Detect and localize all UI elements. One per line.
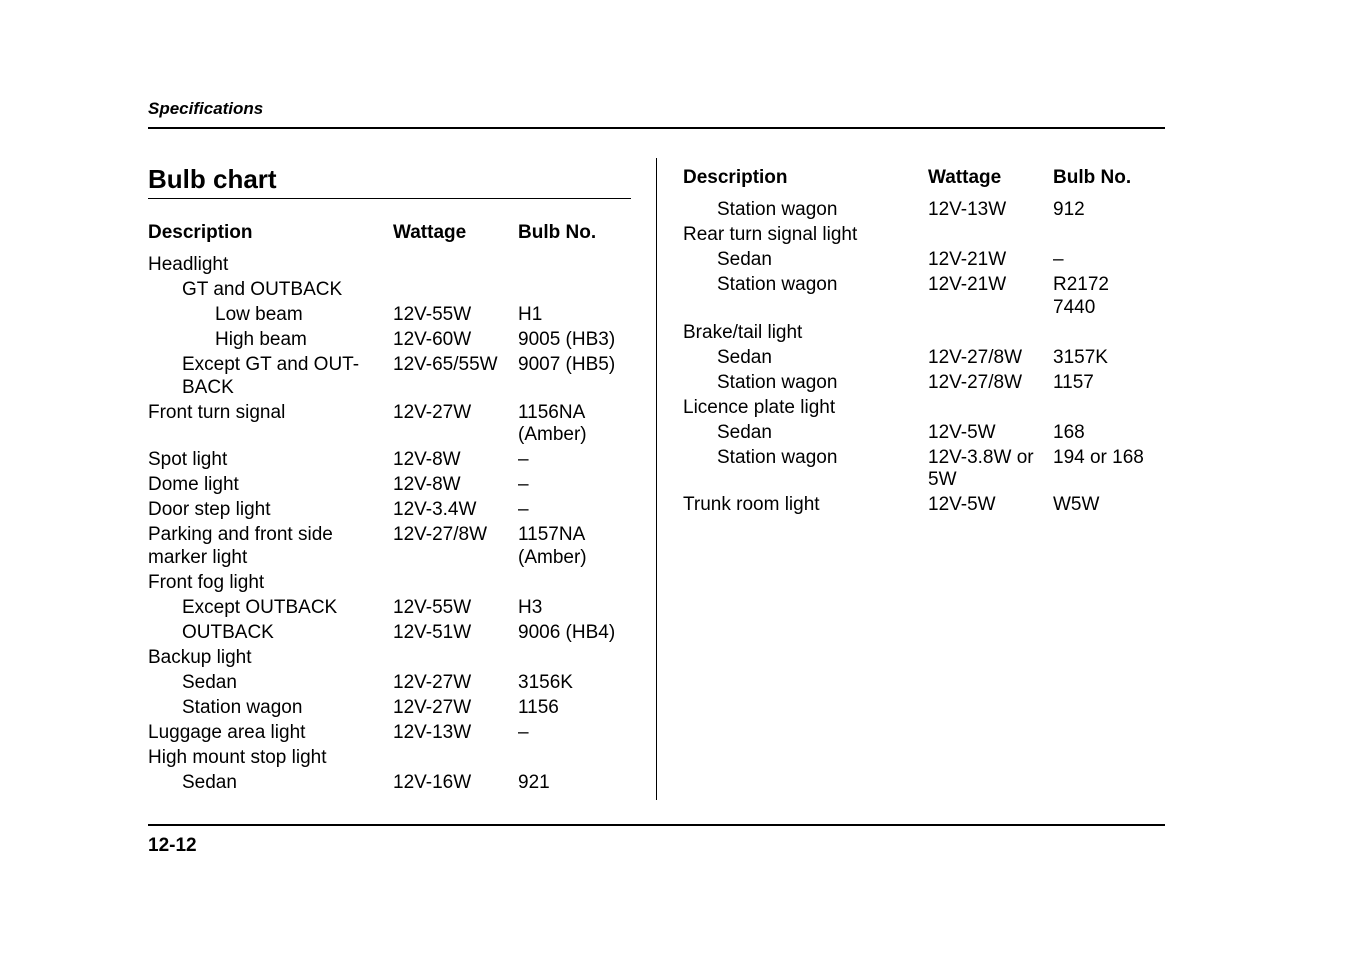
cell-description: Trunk room light	[683, 494, 820, 515]
cell-description: OUTBACK	[182, 621, 274, 643]
cell-wattage	[928, 224, 1053, 247]
column-header-description: Description	[148, 222, 253, 243]
cell-bulb-no: 168	[1053, 421, 1085, 443]
cell-wattage	[393, 572, 518, 595]
cell-bulb-no: 1156NA (Amber)	[518, 401, 587, 445]
column-header-wattage: Wattage	[393, 222, 467, 243]
cell-description: Station wagon	[717, 199, 838, 220]
cell-bulb-no: R2172 7440	[1053, 274, 1109, 318]
table-body	[148, 254, 631, 797]
cell-bulb-no	[1053, 397, 1165, 420]
cell-description: Licence plate light	[683, 396, 836, 418]
cell-bulb-no	[518, 647, 631, 670]
cell-bulb-no: –	[518, 499, 529, 520]
table-row	[148, 329, 631, 354]
cell-bulb-no	[1053, 224, 1165, 247]
table-row	[148, 597, 631, 622]
table-row	[148, 524, 631, 572]
cell-wattage: 12V-5W	[928, 421, 996, 443]
cell-bulb-no: –	[518, 449, 529, 470]
page-number: 12-12	[148, 835, 197, 856]
cell-wattage: 12V-3.8W or 5W	[928, 446, 1034, 490]
cell-wattage: 12V-27W	[393, 696, 472, 718]
cell-description: Backup light	[148, 646, 252, 668]
cell-wattage: 12V-60W	[393, 329, 472, 350]
cell-bulb-no: 1157NA (Amber)	[518, 524, 587, 568]
cell-description: Headlight	[148, 254, 229, 275]
table-row	[148, 354, 631, 402]
table-row	[148, 672, 631, 697]
cell-bulb-no	[518, 254, 631, 277]
table-row	[148, 254, 631, 279]
section-header-label: Specifications	[148, 99, 264, 118]
cell-bulb-no: 9006 (HB4)	[518, 621, 616, 643]
table-header	[148, 222, 631, 254]
cell-description: Sedan	[717, 249, 772, 270]
table-row	[683, 397, 1165, 422]
title-underline	[148, 198, 631, 199]
cell-bulb-no	[518, 279, 631, 302]
footer-rule	[148, 824, 1165, 826]
cell-bulb-no: H3	[518, 596, 543, 618]
cell-wattage	[393, 647, 518, 670]
cell-wattage	[393, 747, 518, 770]
cell-wattage: 12V-51W	[393, 621, 472, 643]
table-row	[683, 494, 1165, 519]
cell-wattage	[393, 279, 518, 302]
cell-description: Station wagon	[717, 371, 838, 393]
cell-wattage: 12V-5W	[928, 494, 996, 515]
cell-description: Spot light	[148, 449, 228, 470]
bulb-table-left	[148, 222, 631, 797]
cell-description: Door step light	[148, 499, 271, 520]
cell-bulb-no	[518, 747, 631, 770]
cell-wattage: 12V-13W	[393, 721, 472, 743]
table-row	[148, 722, 631, 747]
table-row	[683, 322, 1165, 347]
cell-wattage: 12V-55W	[393, 596, 472, 618]
page-title: Bulb chart	[148, 164, 277, 194]
cell-wattage: 12V-27/8W	[393, 524, 487, 545]
cell-bulb-no	[518, 572, 631, 595]
cell-description: Rear turn signal light	[683, 224, 858, 245]
cell-description: Except GT and OUT- BACK	[182, 354, 360, 398]
table-row	[683, 347, 1165, 372]
table-row	[683, 224, 1165, 249]
table-row	[683, 447, 1165, 495]
table-header	[683, 167, 1165, 199]
cell-bulb-no: 3157K	[1053, 346, 1108, 368]
cell-description: Except OUTBACK	[182, 596, 338, 618]
cell-wattage: 12V-21W	[928, 274, 1007, 295]
cell-wattage: 12V-27W	[393, 401, 472, 423]
column-header-description: Description	[683, 167, 788, 188]
table-row	[148, 499, 631, 524]
cell-description: High mount stop light	[148, 746, 327, 768]
table-row	[683, 372, 1165, 397]
cell-bulb-no: 1156	[518, 696, 559, 718]
cell-description: Front turn signal	[148, 401, 286, 423]
cell-description: Brake/tail light	[683, 321, 803, 343]
table-row	[148, 647, 631, 672]
cell-description: Sedan	[182, 771, 237, 793]
cell-description: Front fog light	[148, 571, 265, 593]
cell-bulb-no: 912	[1053, 199, 1085, 220]
cell-description: Sedan	[717, 346, 772, 368]
cell-bulb-no	[1053, 322, 1165, 345]
table-row	[148, 572, 631, 597]
cell-bulb-no: H1	[518, 304, 543, 325]
table-row	[148, 449, 631, 474]
table-row	[148, 279, 631, 304]
table-row	[148, 402, 631, 450]
table-row	[683, 274, 1165, 322]
cell-description: Station wagon	[717, 274, 838, 295]
cell-description: Sedan	[182, 671, 237, 693]
cell-wattage: 12V-13W	[928, 199, 1007, 220]
cell-wattage	[928, 397, 1053, 420]
cell-bulb-no: 194 or 168	[1053, 446, 1144, 468]
table-row	[148, 697, 631, 722]
cell-wattage: 12V-21W	[928, 249, 1007, 270]
cell-bulb-no: –	[518, 474, 529, 495]
table-body	[683, 199, 1165, 519]
cell-bulb-no: 1157	[1053, 371, 1094, 393]
column-header-bulb-no: Bulb No.	[518, 222, 597, 243]
cell-description: GT and OUTBACK	[182, 279, 343, 300]
cell-description: Dome light	[148, 474, 239, 495]
cell-bulb-no: W5W	[1053, 494, 1100, 515]
cell-bulb-no: –	[518, 721, 529, 743]
cell-wattage	[393, 254, 518, 277]
table-row	[148, 474, 631, 499]
cell-wattage: 12V-55W	[393, 304, 472, 325]
header-rule	[148, 127, 1165, 129]
table-row	[148, 622, 631, 647]
cell-bulb-no: 9007 (HB5)	[518, 354, 616, 375]
table-row	[683, 249, 1165, 274]
cell-wattage: 12V-3.4W	[393, 499, 477, 520]
cell-bulb-no: –	[1053, 249, 1064, 270]
cell-wattage: 12V-65/55W	[393, 354, 498, 375]
cell-wattage: 12V-27W	[393, 671, 472, 693]
cell-wattage: 12V-27/8W	[928, 371, 1022, 393]
cell-description: Parking and front side marker light	[148, 524, 333, 568]
cell-bulb-no: 921	[518, 771, 550, 793]
cell-description: Station wagon	[182, 696, 303, 718]
cell-bulb-no: 9005 (HB3)	[518, 329, 616, 350]
cell-wattage: 12V-8W	[393, 474, 461, 495]
cell-wattage: 12V-8W	[393, 449, 461, 470]
bulb-table-right	[683, 167, 1165, 519]
cell-wattage	[928, 322, 1053, 345]
table-row	[683, 422, 1165, 447]
column-header-bulb-no: Bulb No.	[1053, 167, 1132, 188]
table-row	[148, 747, 631, 772]
column-header-wattage: Wattage	[928, 167, 1002, 188]
cell-wattage: 12V-27/8W	[928, 346, 1022, 368]
cell-description: Low beam	[215, 304, 303, 325]
table-row	[683, 199, 1165, 224]
cell-bulb-no: 3156K	[518, 671, 573, 693]
cell-wattage: 12V-16W	[393, 771, 472, 793]
cell-description: Station wagon	[717, 446, 838, 468]
cell-description: High beam	[215, 329, 307, 350]
column-divider	[656, 158, 657, 800]
cell-description: Luggage area light	[148, 721, 306, 743]
table-row	[148, 772, 631, 797]
cell-description: Sedan	[717, 421, 772, 443]
table-row	[148, 304, 631, 329]
